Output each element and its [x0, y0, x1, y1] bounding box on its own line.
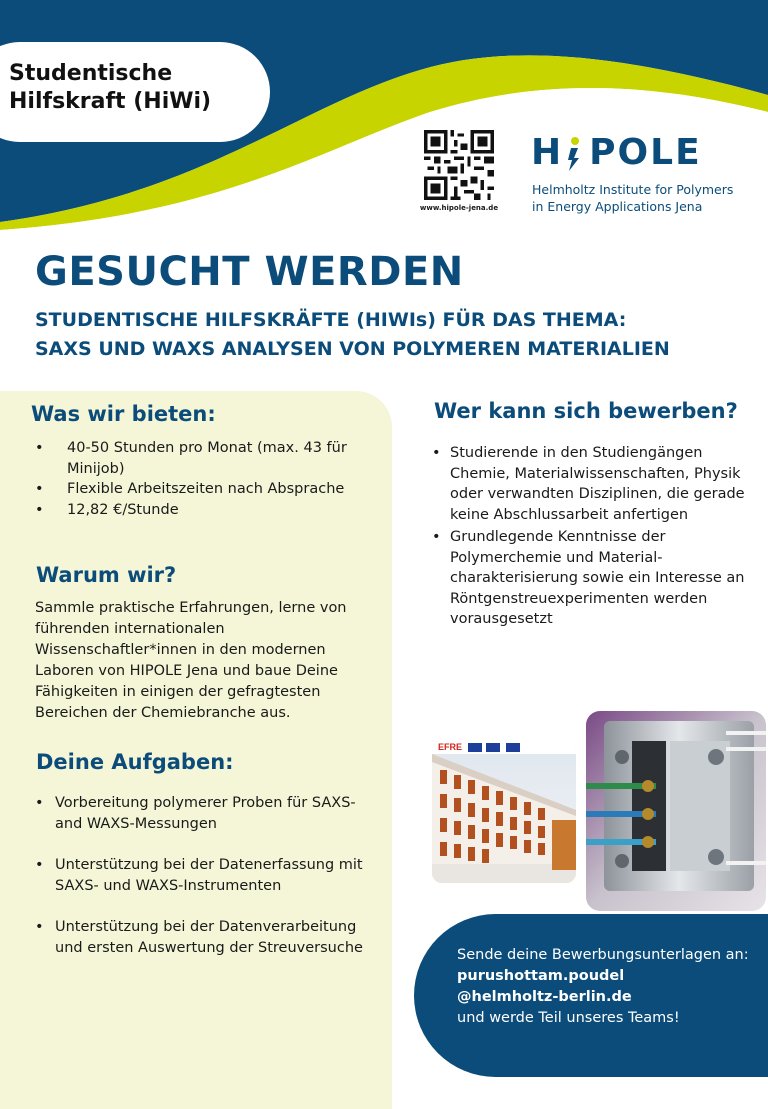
logo-subtitle — [532, 181, 733, 215]
list-item: • Vorbereitung polymerer Proben für SAXS- and WAXS-Messungen — [35, 795, 356, 832]
contact-email-line-1[interactable]: purushottam.poudel — [457, 968, 625, 984]
bullet: • — [35, 501, 44, 518]
bullet: • — [432, 529, 441, 545]
list-item: • Grundlegende Kenntnisse der Polymerchemie und Material-charakterisierung sowie ein Interesse an Röntgenstreuexperimenten werden vorausgesetzt — [432, 529, 745, 627]
building-photo — [432, 740, 576, 883]
offer-heading: Was wir bieten: — [31, 402, 216, 426]
lab-device-photo — [586, 711, 766, 911]
who-heading: Wer kann sich bewerben? — [434, 399, 738, 423]
who-list — [432, 443, 762, 630]
hipole-logo — [531, 133, 702, 173]
bullet: • — [35, 481, 44, 497]
page-title: GESUCHT WERDEN — [35, 249, 464, 295]
logo-letters-pole: POLE — [589, 132, 702, 173]
contact-intro: Sende deine Bewerbungsunterlagen an: — [457, 947, 749, 963]
why-heading: Warum wir? — [36, 563, 177, 587]
title-badge-text — [9, 60, 211, 116]
contact-outro: und werde Teil unseres Teams! — [457, 1010, 680, 1026]
list-item: • Studierende in den Studiengängen Chemie, Materialwissenschaften, Physik oder verwandten Disziplinen, die gerade keine Abschlussarbeit anfertigen — [432, 445, 745, 523]
bullet: • — [35, 440, 44, 456]
subtitle-line-2: SAXS UND WAXS ANALYSEN VON POLYMEREN MATERIALIEN — [35, 338, 670, 360]
contact-text — [457, 945, 762, 1029]
qr-url: www.hipole-jena.de — [419, 204, 499, 212]
list-item: • Flexible Arbeitszeiten nach Absprache — [35, 479, 380, 500]
page-subtitle — [35, 306, 670, 364]
logo-i-lightning-icon — [563, 136, 583, 172]
list-item: • Unterstützung bei der Datenerfassung mit SAXS- und WAXS-Instrumenten — [35, 857, 363, 894]
qr-code-icon[interactable] — [424, 130, 494, 200]
bullet: • — [35, 795, 44, 811]
list-item: • 12,82 €/Stunde — [35, 500, 380, 521]
efre-sign: EFRE — [438, 742, 463, 752]
offer-list — [35, 438, 380, 520]
contact-email-line-2[interactable]: @helmholtz-berlin.de — [457, 989, 632, 1005]
tasks-list — [35, 793, 380, 979]
bullet: • — [432, 445, 441, 461]
bullet: • — [35, 919, 44, 935]
logo-letter-h: H — [531, 132, 564, 173]
list-item: • Unterstützung bei der Datenverarbeitung und ersten Auswertung der Streuversuche — [35, 919, 363, 956]
logo-subtitle-line-1: Helmholtz Institute for Polymers — [532, 182, 734, 197]
subtitle-line-1: STUDENTISCHE HILFSKRÄFTE (HIWIs) FÜR DAS THEMA: — [35, 309, 627, 331]
why-paragraph: Sammle praktische Erfahrungen, lerne von führenden internationalen Wissenschaftler*innen in den modernen Laboren von HIPOLE Jena und baue Deine Fähigkeiten in einigen der gefragtesten Bereichen der Chemiebranche aus. — [35, 600, 347, 721]
bullet: • — [35, 857, 44, 873]
list-item: • 40-50 Stunden pro Monat (max. 43 für Minijob) — [35, 440, 347, 477]
badge-line-2: Hilfskraft (HiWi) — [9, 89, 212, 114]
logo-subtitle-line-2: in Energy Applications Jena — [532, 199, 703, 214]
tasks-heading: Deine Aufgaben: — [36, 750, 234, 774]
badge-line-1: Studentische — [9, 61, 173, 86]
